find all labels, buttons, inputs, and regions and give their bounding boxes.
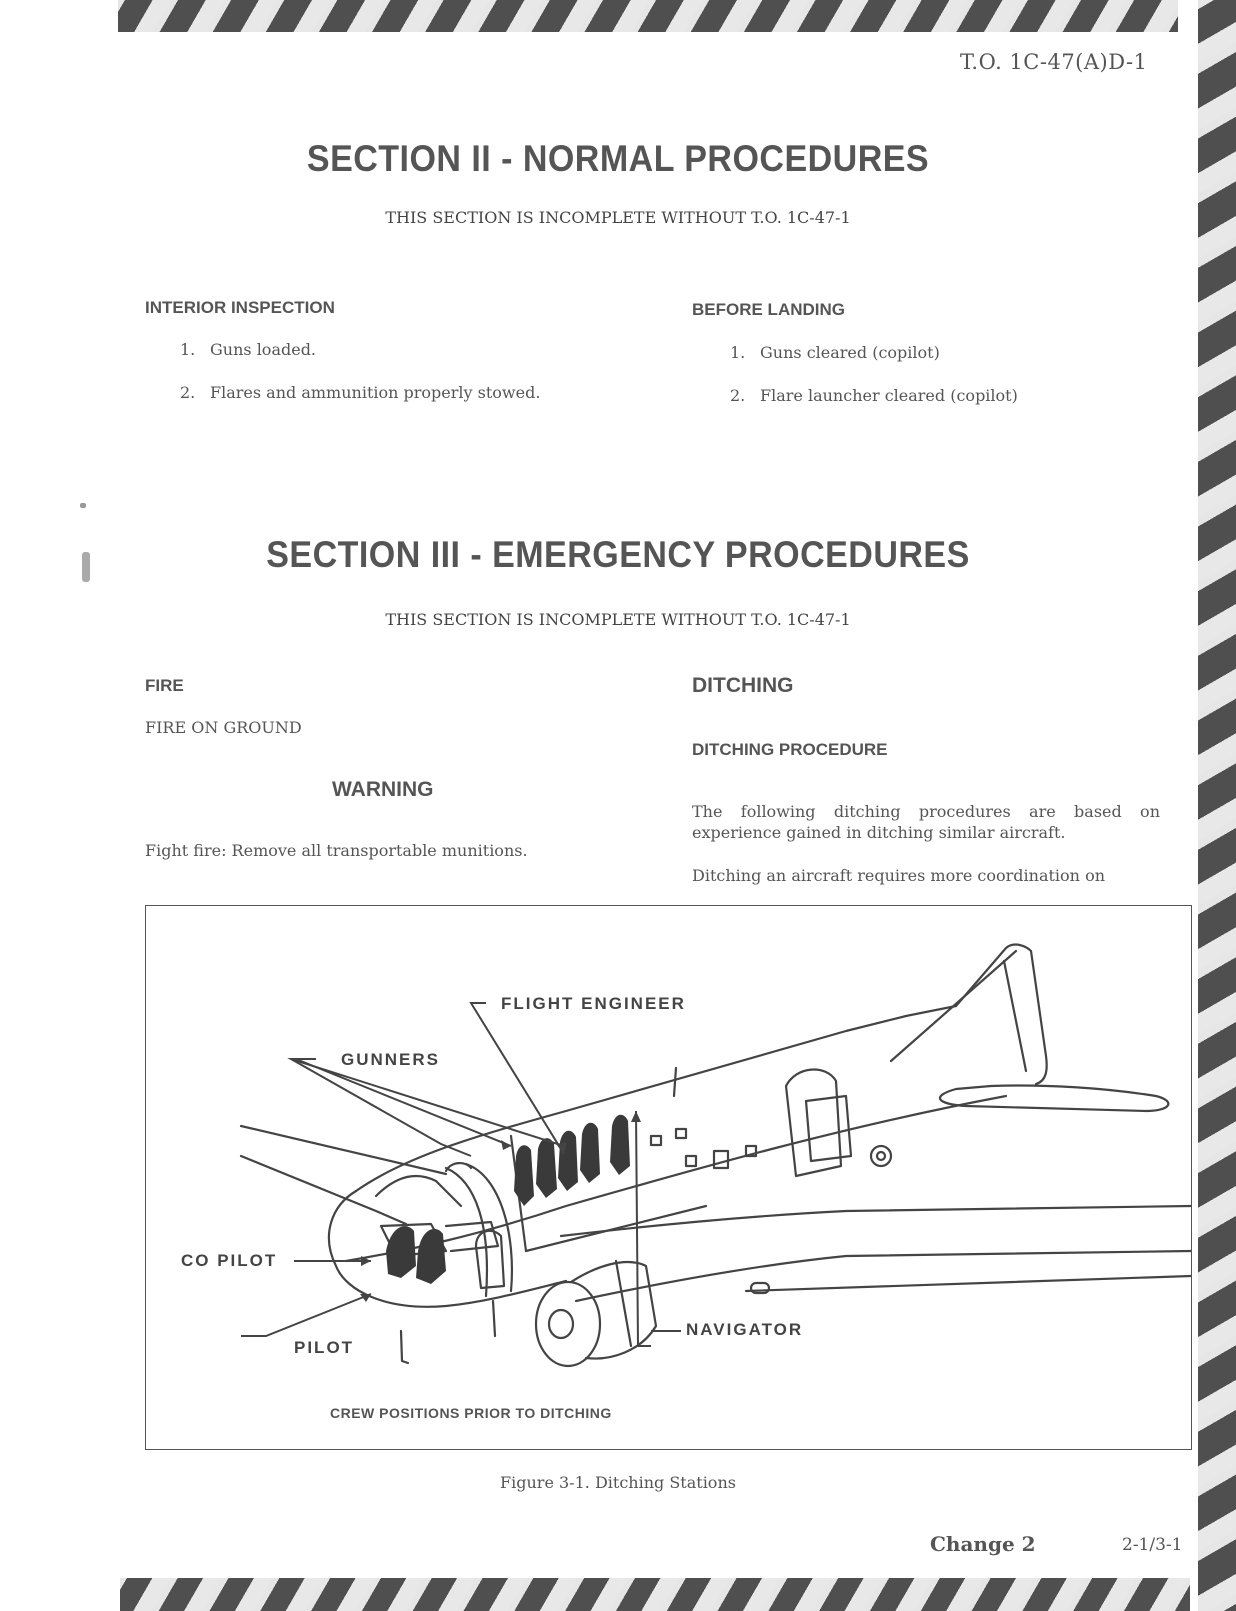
hazard-stripe-top xyxy=(118,0,1178,32)
list-item: 1. Guns cleared (copilot) xyxy=(730,343,940,362)
figure-inner-caption: CREW POSITIONS PRIOR TO DITCHING xyxy=(330,1405,612,1421)
figure-caption: Figure 3-1. Ditching Stations xyxy=(500,1473,736,1492)
fire-on-ground-heading: FIRE ON GROUND xyxy=(145,718,302,737)
ditching-paragraph-2: Ditching an aircraft requires more coordination on xyxy=(692,866,1105,885)
warning-text: Fight fire: Remove all transportable munitions. xyxy=(145,841,528,860)
page-number: 2-1/3-1 xyxy=(1122,1535,1183,1555)
section-3-title: SECTION III - EMERGENCY PROCEDURES xyxy=(266,534,970,575)
list-item: 1. Guns loaded. xyxy=(180,340,317,359)
list-item: 2. Flare launcher cleared (copilot) xyxy=(730,386,1018,405)
callout-copilot: CO PILOT xyxy=(181,1251,278,1270)
crew-silhouettes xyxy=(386,1115,630,1284)
ditching-paragraph-1: The following ditching procedures are based on experience gained in ditching similar aircraft. xyxy=(692,802,1160,842)
warning-label: WARNING xyxy=(332,778,434,801)
change-number: Change 2 xyxy=(930,1532,1036,1556)
interior-inspection-heading: INTERIOR INSPECTION xyxy=(145,298,335,317)
callout-pilot: PILOT xyxy=(294,1338,355,1357)
callout-navigator: NAVIGATOR xyxy=(686,1320,804,1339)
section-2-subtitle: THIS SECTION IS INCOMPLETE WITHOUT T.O. 1C-47-1 xyxy=(385,208,851,227)
binder-hole-mark xyxy=(80,503,86,508)
aircraft-illustration xyxy=(146,906,1191,1449)
ditching-heading: DITCHING xyxy=(692,674,794,697)
section-3-subtitle: THIS SECTION IS INCOMPLETE WITHOUT T.O. 1C-47-1 xyxy=(385,610,851,629)
ditching-stations-figure xyxy=(145,905,1192,1450)
list-item: 2. Flares and ammunition properly stowed. xyxy=(180,383,541,402)
fire-heading: FIRE xyxy=(145,676,184,695)
hazard-stripe-right xyxy=(1198,0,1236,1611)
callout-gunners: GUNNERS xyxy=(341,1050,441,1069)
callout-flight-engineer: FLIGHT ENGINEER xyxy=(501,994,686,1013)
ditching-procedure-heading: DITCHING PROCEDURE xyxy=(692,740,888,759)
section-2-title: SECTION II - NORMAL PROCEDURES xyxy=(306,138,930,179)
before-landing-heading: BEFORE LANDING xyxy=(692,300,845,319)
document-id: T.O. 1C-47(A)D-1 xyxy=(960,50,1148,74)
hazard-stripe-bottom xyxy=(120,1578,1190,1611)
